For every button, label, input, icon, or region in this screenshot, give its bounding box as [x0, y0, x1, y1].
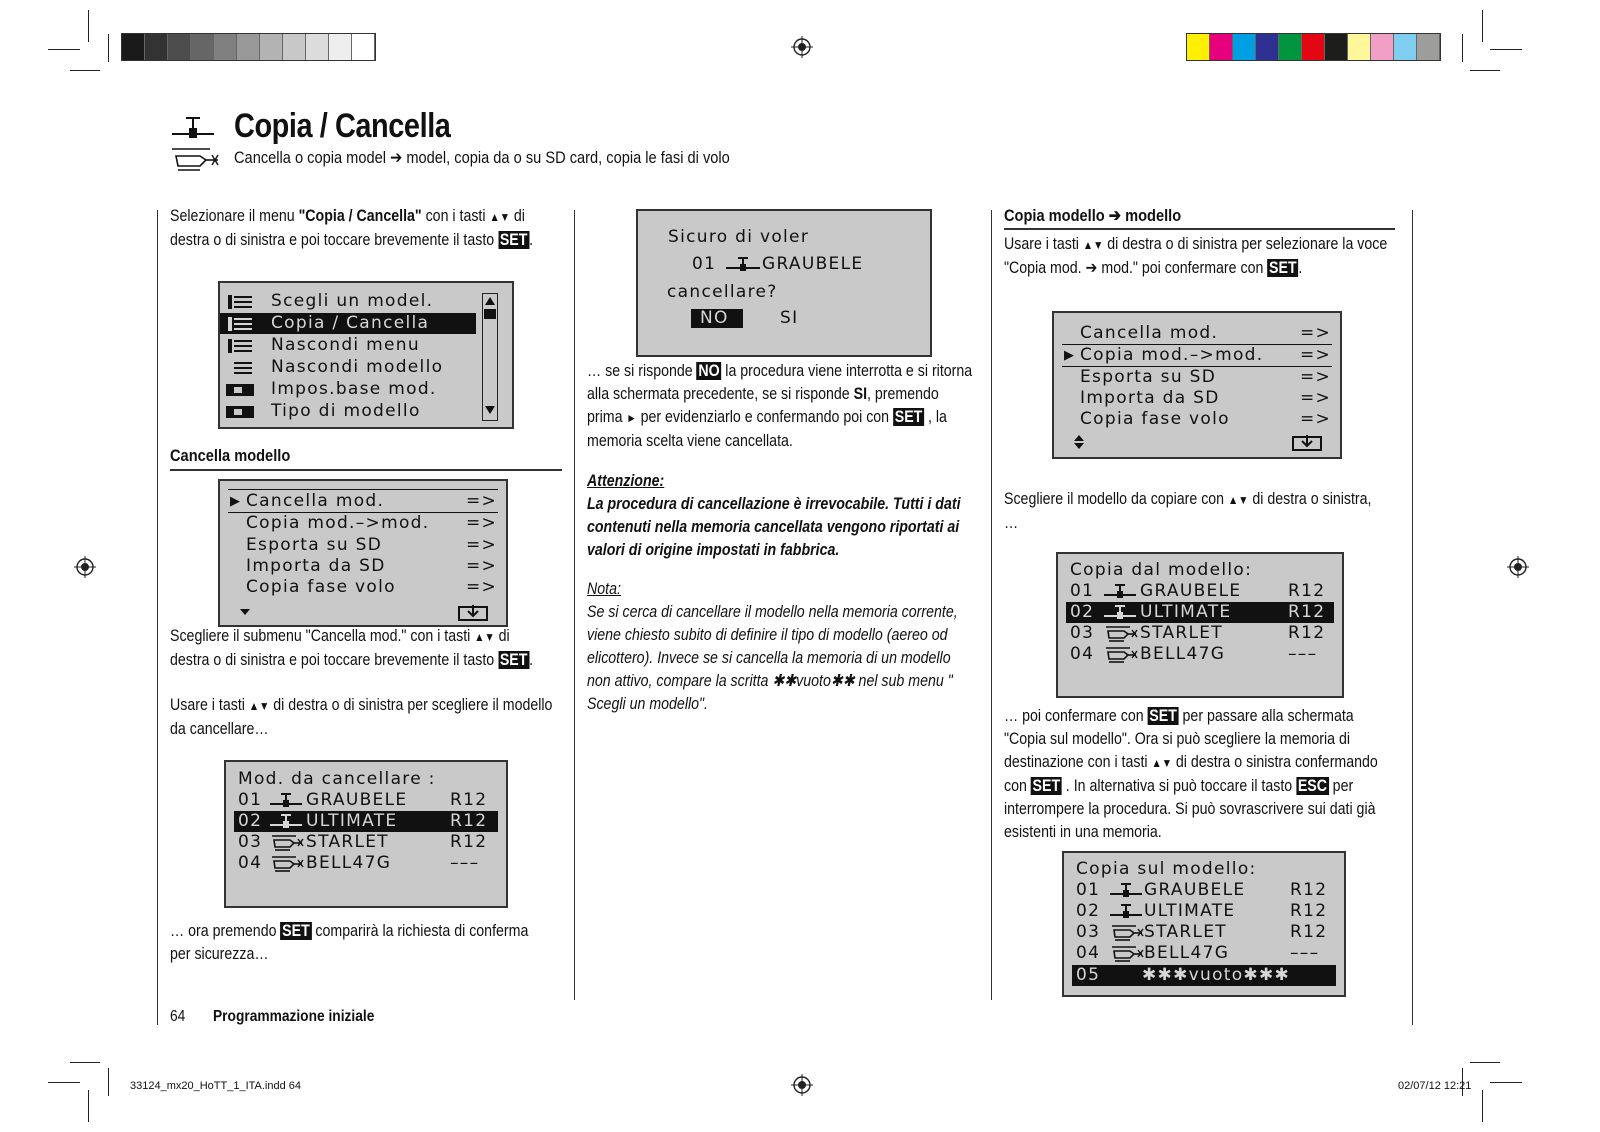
model-row[interactable]: 03 STARLET R12 [1070, 623, 1326, 643]
menu-item[interactable]: Scegli un model. [220, 291, 512, 312]
color-swatch [306, 34, 329, 60]
crop-mark [88, 1090, 89, 1122]
crop-mark [108, 34, 109, 62]
section-heading: Copia modello ➔ modello [1004, 206, 1182, 225]
plane-icon [1104, 583, 1136, 600]
delete-model-screen [224, 760, 508, 908]
crop-mark [1482, 10, 1483, 42]
registration-mark-icon [791, 1074, 813, 1096]
paragraph: … se si risponde NO la procedura viene interrotta e si ritorna alla schermata precedente, se si risponde SI, premendo prima ► per evidenziarlo e confermando poi con SET , la memoria scelta viene cancellata. [587, 362, 973, 450]
color-swatch [1325, 34, 1348, 60]
registration-mark-icon [791, 36, 813, 58]
no-key: NO [698, 362, 720, 380]
footer-section: Programmazione iniziale [213, 1008, 375, 1025]
list-icon [228, 317, 252, 331]
crop-mark [1490, 49, 1522, 50]
chevron-down-icon [240, 609, 250, 616]
submenu-item-selected[interactable]: ▶ Copia mod.–>mod. => [1064, 345, 1332, 365]
cursor-icon: ▶ [230, 494, 242, 509]
plane-icon [270, 813, 302, 830]
copy-to-screen [1062, 851, 1346, 997]
color-swatch [260, 34, 283, 60]
submenu-screen [1052, 311, 1342, 459]
paragraph: … poi confermare con SET per passare alla schermata "Copia sul modello". Ora si può scegliere la memoria di destinazione con i tasti ▲▼ di destra o sinistra confermando con SET . In alternativa si può toccare il tasto ESC per interrompere la procedura. Si può sovrascrivere sui dati già esistenti in una memoria. [1004, 707, 1378, 841]
model-row[interactable]: 03 STARLET R12 [1076, 922, 1328, 942]
cursor-icon: ▶ [1064, 348, 1076, 363]
model-row[interactable]: 04 BELL47G ––– [238, 853, 480, 873]
color-swatch [214, 34, 237, 60]
model-row-selected[interactable]: 05 ✱✱✱vuoto✱✱✱ [1072, 965, 1336, 986]
registration-mark-icon [74, 556, 96, 578]
helicopter-icon [1110, 945, 1144, 962]
date-slug: 02/07/12 12:21 [1398, 1080, 1472, 1092]
scrollbar-thumb[interactable] [484, 309, 496, 319]
helicopter-icon [270, 834, 304, 851]
submenu-screen [218, 479, 508, 627]
color-swatch [145, 34, 168, 60]
note-block [587, 578, 972, 716]
crop-mark [1462, 34, 1463, 62]
model-row-selected[interactable]: 02 ULTIMATE R12 [1066, 602, 1334, 623]
set-key: SET [1269, 259, 1297, 277]
color-bar [1186, 33, 1441, 61]
helicopter-icon [1104, 625, 1138, 642]
list-icon [228, 295, 252, 309]
crop-mark [48, 1082, 80, 1083]
crop-mark [1470, 1062, 1500, 1063]
column-divider [1412, 210, 1413, 1025]
confirm-screen: Sicuro di voler 01 GRAUBELE cancellare? NO SI [636, 209, 932, 357]
submenu-item-selected[interactable]: ▶ Cancella mod. => [230, 491, 498, 511]
color-swatch [1302, 34, 1325, 60]
set-key: SET [499, 651, 528, 669]
model-row[interactable]: 02 ULTIMATE R12 [1076, 901, 1328, 921]
registration-mark-icon [1507, 556, 1529, 578]
color-swatch [1233, 34, 1256, 60]
helicopter-icon [1110, 924, 1144, 941]
color-swatch [1256, 34, 1279, 60]
screen-title: Copia sul modello: [1076, 859, 1257, 879]
plane-icon [170, 115, 216, 141]
crop-mark [70, 1062, 100, 1063]
plane-icon [726, 256, 760, 273]
crop-mark [1470, 70, 1500, 71]
color-swatch [1417, 34, 1440, 60]
list-icon [228, 361, 252, 375]
screen-title: Copia dal modello: [1070, 560, 1253, 580]
model-row[interactable]: 01 GRAUBELE R12 [1076, 880, 1328, 900]
store-icon [1292, 433, 1322, 451]
si-button[interactable]: SI [780, 308, 799, 328]
color-swatch [191, 34, 214, 60]
attention-text: La procedura di cancellazione è irrevocabile. Tutti i dati contenuti nella memoria cancellata vengono riportati ai valori di origine impostati in fabbrica. [587, 495, 961, 559]
memory-card-icon [226, 405, 254, 419]
plane-icon [270, 792, 302, 809]
section-heading: Cancella modello [170, 446, 291, 465]
screen-title: Mod. da cancellare : [238, 769, 436, 789]
crop-mark [88, 10, 89, 42]
menu-item[interactable]: Nascondi modello [220, 357, 512, 378]
column-divider [574, 210, 575, 1000]
up-down-icon [1074, 435, 1084, 449]
helicopter-icon [270, 855, 304, 872]
section-rule [1004, 228, 1395, 230]
crop-mark [70, 70, 100, 71]
set-key: SET [894, 408, 923, 426]
note-label: Nota: [587, 580, 621, 598]
color-swatch [1187, 34, 1210, 60]
submenu-item[interactable]: Esporta su SD => [246, 535, 498, 555]
esc-key: ESC [1297, 777, 1328, 795]
model-row[interactable]: 01 GRAUBELE R12 [1070, 581, 1326, 601]
submenu-item[interactable]: Importa da SD => [1080, 388, 1332, 408]
menu-item[interactable]: Nascondi menu [220, 335, 512, 356]
plane-icon [1110, 882, 1142, 899]
gray-scale-bar [121, 33, 376, 61]
list-icon [228, 339, 252, 353]
scroll-up-icon[interactable] [484, 295, 496, 307]
color-swatch [122, 34, 145, 60]
crop-mark [108, 1068, 109, 1096]
page-subtitle: Cancella o copia model ➔ model, copia da o su SD card, copia le fasi di volo [234, 148, 730, 167]
set-key: SET [499, 231, 528, 249]
memory-card-icon [226, 383, 254, 397]
model-row[interactable]: 03 STARLET R12 [238, 832, 488, 852]
store-icon [458, 603, 488, 621]
paragraph: Usare i tasti ▲▼ di destra o di sinistra per scegliere il modello da cancellare… [170, 696, 553, 738]
menu-screen [218, 281, 514, 429]
file-slug: 33124_mx20_HoTT_1_ITA.indd 64 [130, 1080, 302, 1092]
intro-paragraph: Selezionare il menu "Copia / Cancella" con i tasti ▲▼ di destra o di sinistra e poi toccare brevemente il tasto SET . [170, 207, 534, 249]
menu-item[interactable]: Impos.base mod. [220, 379, 512, 400]
paragraph: Usare i tasti ▲▼ di destra o di sinistra per selezionare la voce "Copia mod. ➔ mod." poi confermare con SET . [1004, 235, 1388, 277]
crop-mark [48, 49, 80, 50]
page-number: 64 [170, 1008, 186, 1025]
column-divider [991, 210, 992, 1000]
no-label[interactable]: NO [700, 308, 729, 328]
menu-item[interactable]: Tipo di modello [220, 401, 512, 422]
paragraph: Scegliere il submenu "Cancella mod." con i tasti ▲▼ di destra o di sinistra e poi toccare brevemente il tasto SET . [170, 627, 534, 669]
color-swatch [283, 34, 306, 60]
paragraph: … ora premendo SET comparirà la richiesta di conferma per sicurezza… [170, 922, 529, 963]
color-swatch [1371, 34, 1394, 60]
color-swatch [329, 34, 352, 60]
page-title: Copia / Cancella [234, 107, 451, 145]
submenu-item[interactable]: Importa da SD => [246, 556, 498, 576]
color-swatch [1394, 34, 1417, 60]
color-swatch [352, 34, 375, 60]
plane-icon [1104, 604, 1136, 621]
model-row-selected[interactable]: 02 ULTIMATE R12 [234, 811, 498, 832]
copy-from-screen [1056, 552, 1344, 698]
submenu-item[interactable]: Cancella mod. => [1080, 323, 1332, 343]
set-key: SET [282, 922, 310, 940]
helicopter-icon [1104, 646, 1138, 663]
set-key: SET [1149, 707, 1177, 725]
model-row[interactable]: 01 GRAUBELE R12 [238, 790, 488, 810]
scroll-down-icon[interactable] [484, 404, 496, 416]
helicopter-icon [170, 146, 220, 172]
set-key: SET [1032, 777, 1061, 795]
attention-block [587, 470, 972, 562]
submenu-item[interactable]: Esporta su SD => [1080, 367, 1332, 387]
plane-icon [1110, 903, 1142, 920]
color-swatch [1348, 34, 1371, 60]
model-row[interactable]: 04 BELL47G ––– [1070, 644, 1318, 664]
section-rule [170, 469, 562, 471]
submenu-item[interactable]: Copia fase volo => [1080, 409, 1332, 429]
crop-mark [1490, 1082, 1522, 1083]
submenu-item[interactable]: Copia mod.–>mod. => [246, 513, 498, 533]
menu-item-selected[interactable]: Copia / Cancella [220, 313, 476, 334]
color-swatch [1210, 34, 1233, 60]
paragraph: Scegliere il modello da copiare con ▲▼ di destra o sinistra, … [1004, 490, 1372, 532]
color-swatch [1279, 34, 1302, 60]
note-text: Se si cerca di cancellare il modello nella memoria corrente, viene chiesto subito di definire il tipo di modello (aereo od elicottero). Invece se si cancella la memoria di un modello non attivo, compare la scritta ✱✱vuoto✱✱ nel sub menu " Scegli un modello". [587, 603, 958, 713]
attention-label: Attenzione: [587, 472, 665, 490]
color-swatch [168, 34, 191, 60]
model-row[interactable]: 04 BELL47G ––– [1076, 943, 1320, 963]
color-swatch [237, 34, 260, 60]
column-divider [157, 210, 158, 1025]
crop-mark [1482, 1090, 1483, 1122]
submenu-item[interactable]: Copia fase volo => [246, 577, 498, 597]
